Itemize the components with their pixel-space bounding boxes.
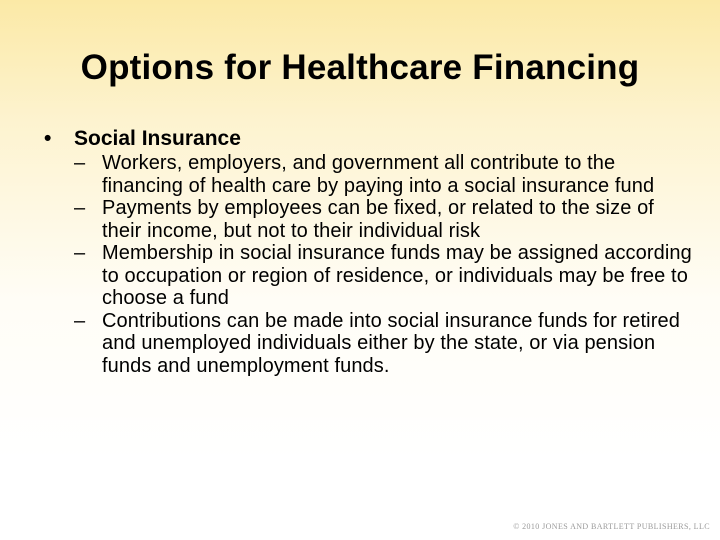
slide-title: Options for Healthcare Financing (80, 48, 640, 87)
sub-bullet-text: Contributions can be made into social insurance funds for retired and unemployed individuals either by the state, or via pension funds and unemployment funds. (102, 309, 680, 377)
bullet-marker: • (44, 127, 52, 150)
dash-marker: – (74, 197, 86, 219)
slide-content (44, 126, 694, 377)
sub-bullet-contributors (44, 152, 694, 197)
sub-bullet-contributions (44, 310, 694, 378)
sub-bullet-text: Workers, employers, and government all contribute to the financing of health care by paying into a social insurance fund (102, 152, 655, 197)
sub-bullet-membership (44, 242, 694, 310)
sub-bullet-text: Payments by employees can be fixed, or related to the size of their income, but not to their individual risk (102, 197, 654, 242)
bullet-label: Social Insurance (74, 127, 241, 150)
dash-marker: – (74, 242, 86, 264)
sub-bullet-text: Membership in social insurance funds may be assigned according to occupation or region of residence, or individuals may be free to choose a fund (102, 242, 692, 309)
copyright-footer: © 2010 JONES AND BARTLETT PUBLISHERS, LLC (513, 522, 710, 531)
bullet-social-insurance (44, 126, 694, 152)
dash-marker: – (74, 152, 86, 174)
sub-bullet-payments (44, 197, 694, 242)
dash-marker: – (74, 309, 86, 332)
sub-bullet-list (44, 152, 694, 377)
